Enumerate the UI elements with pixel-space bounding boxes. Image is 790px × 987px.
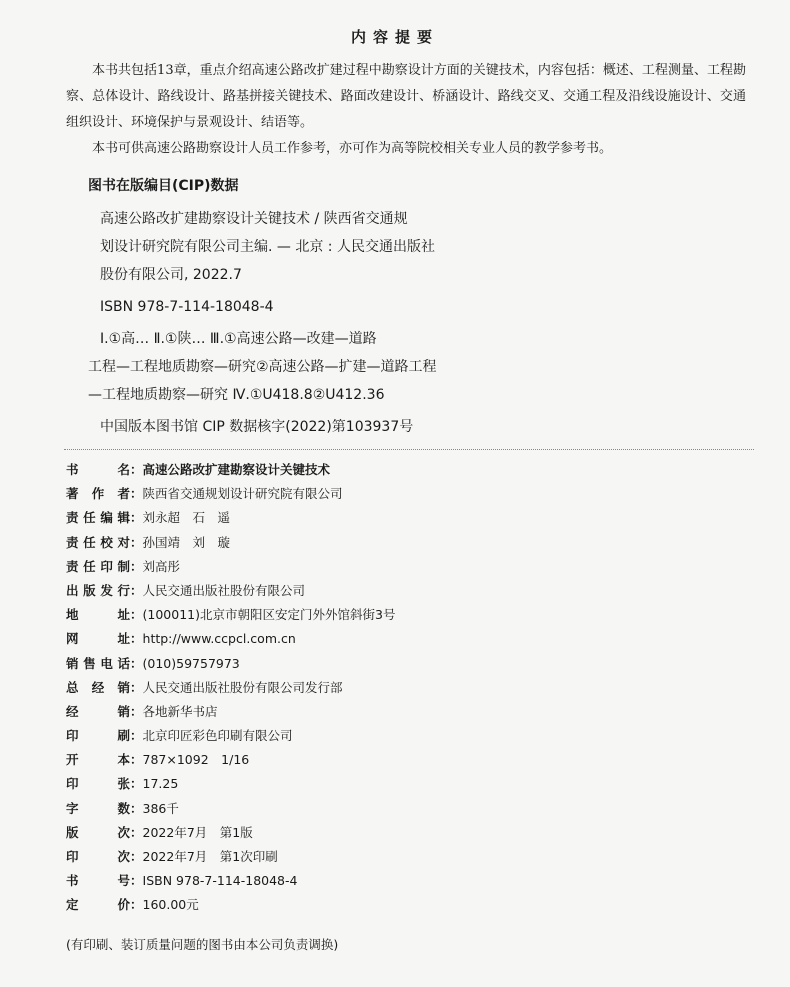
info-row xyxy=(66,531,746,555)
info-label: 责任编辑 xyxy=(66,510,130,526)
info-label: 印刷 xyxy=(66,728,130,744)
info-colon: ： xyxy=(130,800,143,816)
cip-heading: 图书在版编目(CIP)数据 xyxy=(88,178,239,194)
info-row xyxy=(66,869,746,893)
info-label: 书名 xyxy=(66,462,130,477)
info-colon: ： xyxy=(130,534,143,550)
info-label: 出版发行 xyxy=(66,582,130,598)
info-colon: ： xyxy=(130,607,143,623)
info-colon: ： xyxy=(130,776,143,792)
summary-paragraph: 本书共包括13章，重点介绍高速公路改扩建过程中勘察设计方面的关键技术，内容包括：概述、工程测量、工程勘察、总体设计、路线设计、路基拼接关键技术、路面改建设计、桥涵设计、路线交叉、交通工程及沿线设施设计、交通组织设计、环境保护与景观设计、结语等。 xyxy=(66,63,746,130)
info-value: 2022年7月 第1版 xyxy=(142,824,253,840)
info-row xyxy=(66,700,746,724)
info-row xyxy=(66,603,746,627)
info-label: 印次 xyxy=(66,849,130,864)
cip-subject-line: Ⅰ.①高… Ⅱ.①陕… Ⅲ.①高速公路—改建—道路 xyxy=(100,331,377,347)
info-label: 责任印制 xyxy=(66,558,130,574)
info-value: 高速公路改扩建勘察设计关键技术 xyxy=(142,462,331,477)
cip-entry-line: 高速公路改扩建勘察设计关键技术 / 陕西省交通规 xyxy=(100,211,408,227)
info-value: 人民交通出版社股份有限公司 xyxy=(142,582,306,598)
info-label: 地址 xyxy=(66,607,130,623)
info-row xyxy=(66,676,746,700)
info-label: 网址 xyxy=(66,631,130,647)
info-value: 17.25 xyxy=(142,776,179,792)
info-value: 各地新华书店 xyxy=(142,703,218,719)
info-value: (100011)北京市朝阳区安定门外外馆斜街3号 xyxy=(142,607,396,623)
info-value: 北京印匠彩色印刷有限公司 xyxy=(142,728,293,744)
cip-subject-line: —工程地质勘察—研究 Ⅳ.①U418.8②U412.36 xyxy=(88,387,385,403)
info-row xyxy=(66,482,746,506)
info-row xyxy=(66,845,746,869)
info-colon: ： xyxy=(130,728,143,744)
info-colon: ： xyxy=(130,679,143,695)
cip-entry-line: 股份有限公司, 2022.7 xyxy=(100,267,242,283)
info-label: 书号 xyxy=(66,873,130,889)
info-colon: ： xyxy=(130,849,143,864)
summary-section xyxy=(66,58,746,162)
info-value: 陕西省交通规划设计研究院有限公司 xyxy=(142,486,343,502)
info-value: 孙国靖 刘 璇 xyxy=(142,534,231,550)
info-label: 版次 xyxy=(66,824,130,840)
info-value: 刘永超 石 遥 xyxy=(142,510,231,526)
info-row xyxy=(66,893,746,917)
info-colon: ： xyxy=(130,703,143,719)
info-colon: ： xyxy=(130,655,143,671)
info-colon: ： xyxy=(130,873,143,889)
info-value: 386千 xyxy=(142,800,179,816)
cip-entry-line: 划设计研究院有限公司主编. — 北京 : 人民交通出版社 xyxy=(100,239,435,255)
info-value: 人民交通出版社股份有限公司发行部 xyxy=(142,679,343,695)
info-row xyxy=(66,555,746,579)
info-label: 开本 xyxy=(66,752,130,768)
info-label: 定价 xyxy=(66,897,130,913)
info-value: 2022年7月 第1次印刷 xyxy=(142,849,278,864)
info-value: 160.00元 xyxy=(142,897,199,913)
info-row xyxy=(66,748,746,772)
info-colon: ： xyxy=(130,462,143,477)
info-label: 责任校对 xyxy=(66,534,130,550)
summary-title: 内容提要 xyxy=(350,28,439,46)
info-value: (010)59757973 xyxy=(142,655,240,671)
publication-info xyxy=(66,458,746,918)
info-row xyxy=(66,458,746,482)
info-label: 著作者 xyxy=(66,486,130,502)
cip-isbn: ISBN 978-7-114-18048-4 xyxy=(100,299,274,315)
cip-subject-line: 工程—工程地质勘察—研究②高速公路—扩建—道路工程 xyxy=(88,359,437,375)
info-value: 787×1092 1/16 xyxy=(142,752,250,768)
info-colon: ： xyxy=(130,558,143,574)
info-row xyxy=(66,627,746,651)
cip-block xyxy=(88,205,508,441)
info-row xyxy=(66,772,746,796)
info-label: 经销 xyxy=(66,703,130,719)
info-colon: ： xyxy=(130,582,143,598)
info-label: 字数 xyxy=(66,800,130,816)
info-colon: ： xyxy=(130,510,143,526)
info-row xyxy=(66,724,746,748)
info-row xyxy=(66,579,746,603)
info-label: 总经销 xyxy=(66,679,130,695)
info-value: http://www.ccpcl.com.cn xyxy=(142,631,296,647)
info-colon: ： xyxy=(130,824,143,840)
info-colon: ： xyxy=(130,631,143,647)
info-colon: ： xyxy=(130,486,143,502)
divider xyxy=(64,449,754,450)
info-value: ISBN 978-7-114-18048-4 xyxy=(142,873,298,889)
info-row xyxy=(66,821,746,845)
info-colon: ： xyxy=(130,752,143,768)
info-label: 销售电话 xyxy=(66,655,130,671)
summary-paragraph: 本书可供高速公路勘察设计人员工作参考，亦可作为高等院校相关专业人员的教学参考书。 xyxy=(92,141,613,156)
info-colon: ： xyxy=(130,897,143,913)
cip-record: 中国版本图书馆 CIP 数据核字(2022)第103937号 xyxy=(100,419,414,435)
info-row xyxy=(66,797,746,821)
info-value: 刘高彤 xyxy=(142,558,181,574)
info-label: 印张 xyxy=(66,776,130,792)
quality-note: (有印刷、装订质量问题的图书由本公司负责调换) xyxy=(66,937,339,952)
info-row xyxy=(66,506,746,530)
info-row xyxy=(66,652,746,676)
